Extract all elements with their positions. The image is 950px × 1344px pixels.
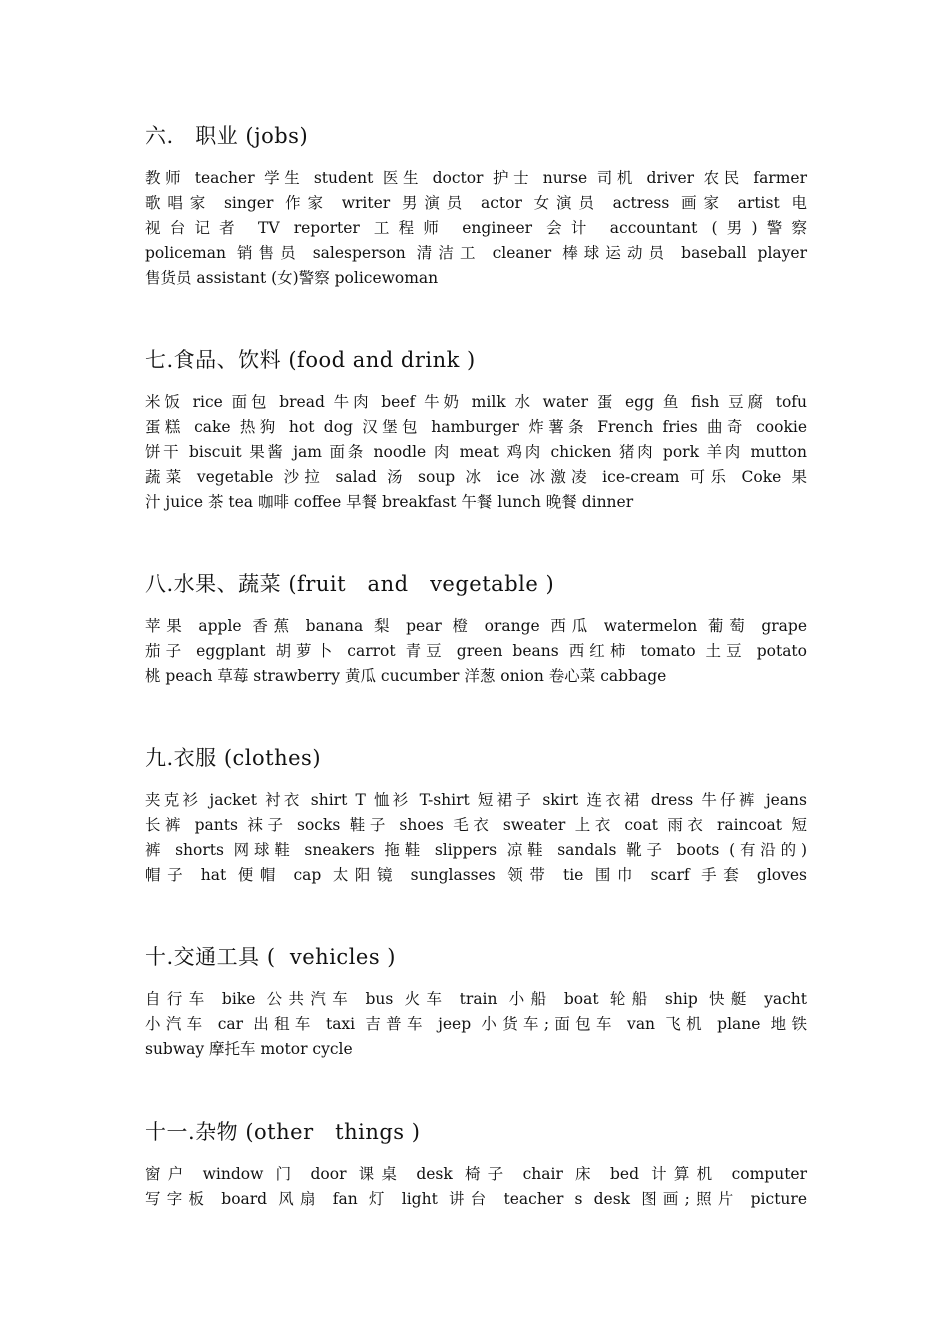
vocabulary-line: 帽子 hat 便帽 cap 太阳镜 sunglasses 领带 tie 围巾 scarf 手套 gloves: [145, 866, 807, 884]
section-vehicles: [145, 943, 807, 1062]
vocabulary-line: 自行车 bike 公共汽车 bus 火车 train 小船 boat 轮船 ship 快艇 yacht: [145, 990, 807, 1008]
vocabulary-line: 窗户 window 门 door 课桌 desk 椅子 chair 床 bed 计算机 computer: [145, 1165, 807, 1183]
section-clothes: [145, 744, 807, 888]
vocabulary-list: [145, 987, 807, 1062]
vocabulary-line: 米饭 rice 面包 bread 牛肉 beef 牛奶 milk 水 water 蛋 egg 鱼 fish 豆腐 tofu: [145, 393, 807, 411]
vocabulary-list: [145, 614, 807, 689]
vocabulary-line: 茄子 eggplant 胡萝卜 carrot 青豆 green beans 西红柿 tomato 土豆 potato: [145, 642, 807, 660]
vocabulary-list: [145, 1162, 807, 1212]
section-food-drink: [145, 346, 807, 515]
vocabulary-line: 蔬菜 vegetable 沙拉 salad 汤 soup 冰 ice 冰激凌 ice-cream 可乐 Coke 果: [145, 468, 807, 486]
vocabulary-line: 夹克衫 jacket 衬衣 shirt T 恤衫 T-shirt 短裙子 skirt 连衣裙 dress 牛仔裤 jeans: [145, 791, 807, 809]
section-heading: 九.衣服 (clothes): [145, 746, 322, 770]
vocabulary-line: 小汽车 car 出租车 taxi 吉普车 jeep 小货车;面包车 van 飞机 plane 地铁: [145, 1015, 807, 1033]
vocabulary-line: 裤 shorts 网球鞋 sneakers 拖鞋 slippers 凉鞋 sandals 靴子 boots (有沿的): [145, 841, 807, 859]
vocabulary-line: subway 摩托车 motor cycle: [145, 1040, 353, 1058]
section-fruit-vegetable: [145, 570, 807, 689]
section-heading: 十一.杂物 (other things ): [145, 1120, 421, 1144]
section-other-things: [145, 1118, 807, 1212]
vocabulary-line: 长裤 pants 袜子 socks 鞋子 shoes 毛衣 sweater 上衣 coat 雨衣 raincoat 短: [145, 816, 807, 834]
section-jobs: [145, 122, 807, 291]
vocabulary-line: 桃 peach 草莓 strawberry 黄瓜 cucumber 洋葱 onion 卷心菜 cabbage: [145, 667, 667, 685]
vocabulary-line: 教师 teacher 学生 student 医生 doctor 护士 nurse 司机 driver 农民 farmer: [145, 169, 807, 187]
section-heading: 六. 职业 (jobs): [145, 124, 309, 148]
vocabulary-list: [145, 166, 807, 291]
section-heading: 七.食品、饮料 (food and drink ): [145, 348, 476, 372]
vocabulary-line: policeman 销售员 salesperson 清洁工 cleaner 棒球运动员 baseball player: [145, 244, 807, 262]
vocabulary-line: 蛋糕 cake 热狗 hot dog 汉堡包 hamburger 炸薯条 French fries 曲奇 cookie: [145, 418, 807, 436]
vocabulary-line: 售货员 assistant (女)警察 policewoman: [145, 269, 439, 287]
vocabulary-list: [145, 788, 807, 888]
vocabulary-line: 视台记者 TV reporter 工程师 engineer 会计 accountant (男)警察: [145, 219, 807, 237]
section-heading: 八.水果、蔬菜 (fruit and vegetable ): [145, 572, 555, 596]
section-heading: 十.交通工具 ( vehicles ): [145, 945, 396, 969]
vocabulary-line: 歌唱家 singer 作家 writer 男演员 actor 女演员 actress 画家 artist 电: [145, 194, 807, 212]
vocabulary-line: 苹果 apple 香蕉 banana 梨 pear 橙 orange 西瓜 watermelon 葡萄 grape: [145, 617, 807, 635]
vocabulary-line: 写字板 board 风扇 fan 灯 light 讲台 teacher s desk 图画;照片 picture: [145, 1190, 807, 1208]
vocabulary-line: 饼干 biscuit 果酱 jam 面条 noodle 肉 meat 鸡肉 chicken 猪肉 pork 羊肉 mutton: [145, 443, 807, 461]
vocabulary-list: [145, 390, 807, 515]
vocabulary-line: 汁 juice 茶 tea 咖啡 coffee 早餐 breakfast 午餐 lunch 晚餐 dinner: [145, 493, 634, 511]
